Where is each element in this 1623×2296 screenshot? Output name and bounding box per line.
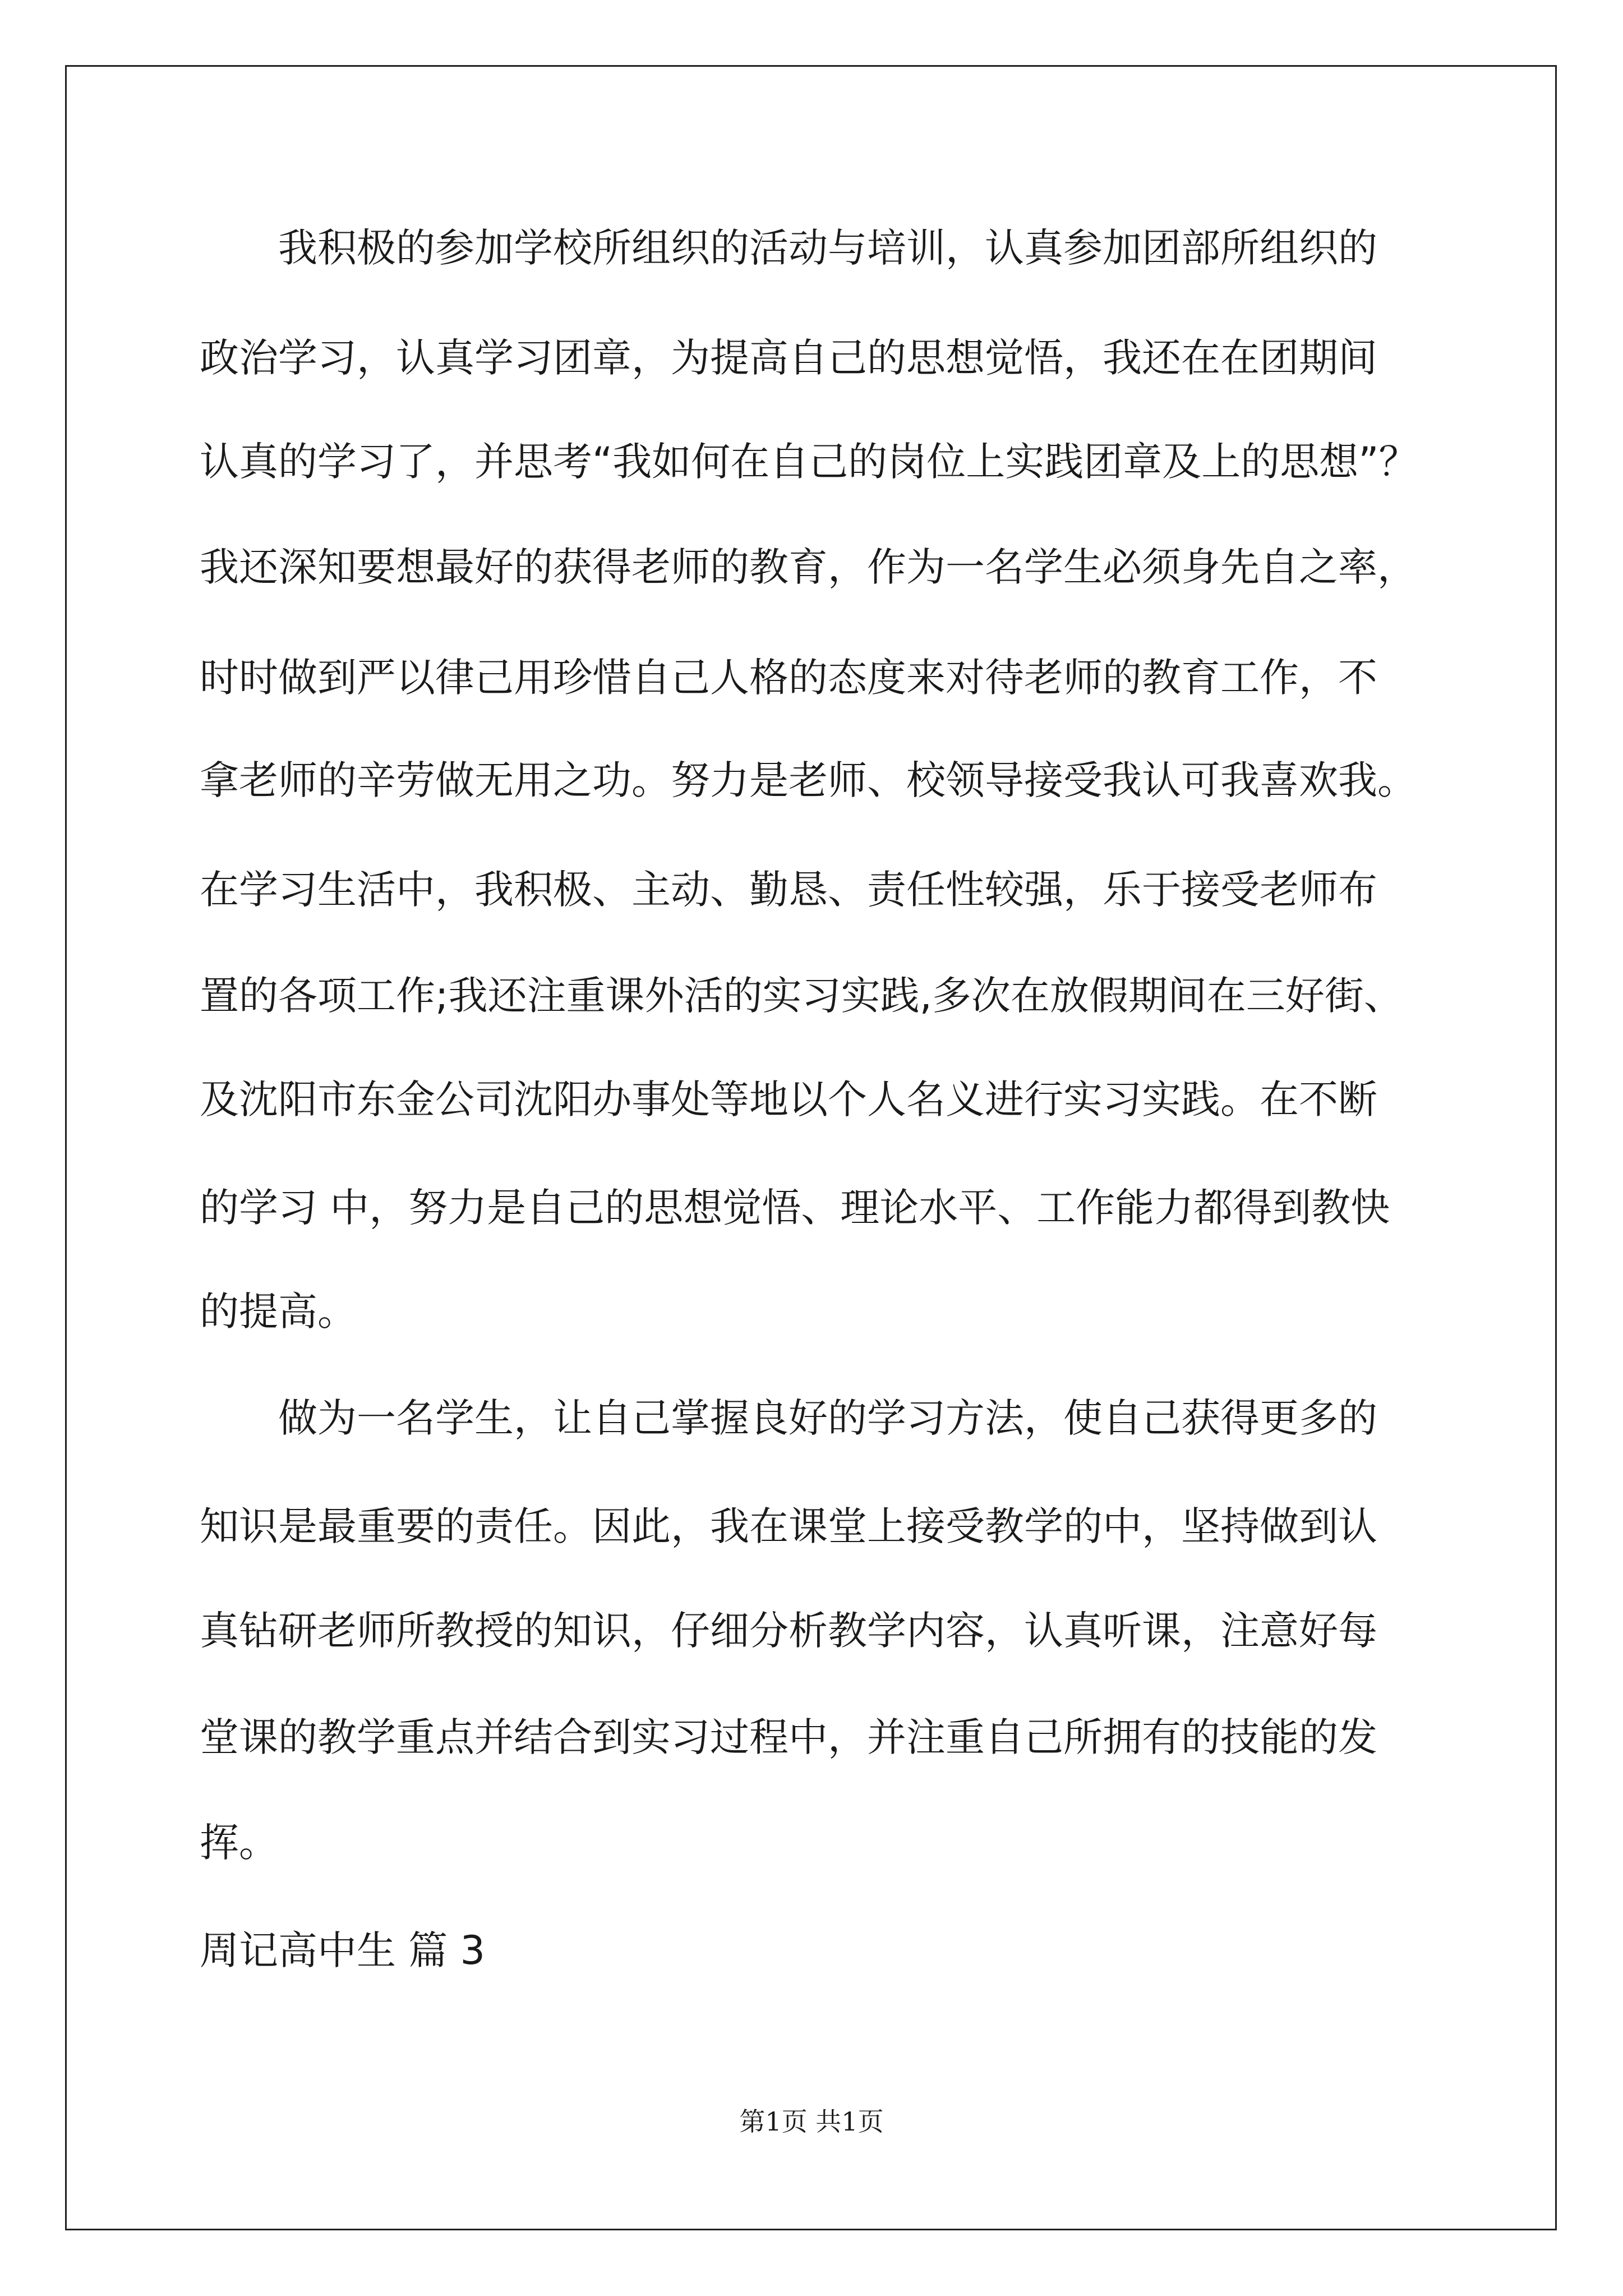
text-line: 拿老师的辛劳做无用之功。努力是老师、校领导接受我认可我喜欢我。 bbox=[200, 757, 1417, 803]
text-line: 在学习生活中，我积极、主动、勤恳、责任性较强，乐于接受老师布 bbox=[200, 867, 1377, 913]
text-line: 做为一名学生，让自己掌握良好的学习方法，使自己获得更多的 bbox=[200, 1395, 1377, 1441]
section-heading: 周记高中生 篇 3 bbox=[200, 1927, 486, 1973]
text-line: 我积极的参加学校所组织的活动与培训，认真参加团部所组织的 bbox=[200, 225, 1377, 271]
text-line: 我还深知要想最好的获得老师的教育，作为一名学生必须身先自之率， bbox=[200, 544, 1417, 590]
text-line: 及沈阳市东金公司沈阳办事处等地以个人名义进行实习实践。在不断 bbox=[200, 1076, 1377, 1122]
text-line: 时时做到严以律己用珍惜自己人格的态度来对待老师的教育工作，不 bbox=[200, 655, 1377, 701]
text-line: 真钻研老师所教授的知识，仔细分析教学内容，认真听课，注意好每 bbox=[200, 1608, 1377, 1654]
text-line: 知识是最重要的责任。因此，我在课堂上接受教学的中，坚持做到认 bbox=[200, 1503, 1377, 1549]
text-line: 挥。 bbox=[200, 1820, 278, 1866]
text-line: 政治学习，认真学习团章，为提高自己的思想觉悟，我还在在团期间 bbox=[200, 335, 1377, 381]
page-border bbox=[65, 65, 1557, 2230]
text-line: 置的各项工作;我还注重课外活的实习实践,多次在放假期间在三好街、 bbox=[200, 973, 1403, 1019]
text-line: 的提高。 bbox=[200, 1289, 357, 1335]
page-footer: 第1页 共1页 bbox=[739, 2106, 884, 2137]
text-line: 认真的学习了，并思考“我如何在自己的岗位上实践团章及上的思想”？ bbox=[200, 439, 1418, 485]
text-line: 的学习 中，努力是自己的思想觉悟、理论水平、工作能力都得到教快 bbox=[200, 1185, 1390, 1231]
text-line: 堂课的教学重点并结合到实习过程中，并注重自己所拥有的技能的发 bbox=[200, 1714, 1377, 1760]
